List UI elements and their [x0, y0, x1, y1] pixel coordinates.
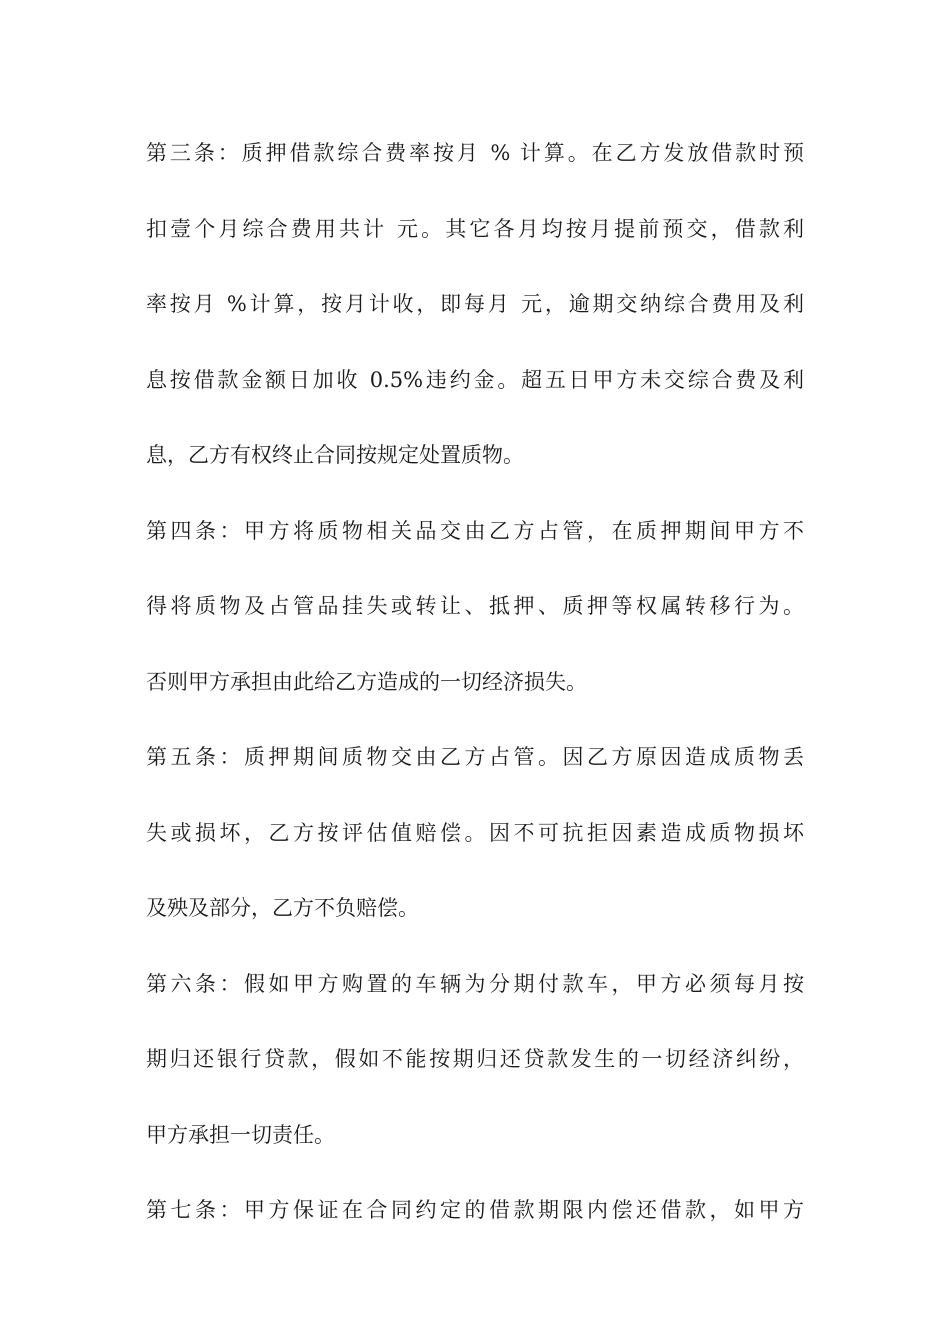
text-line: 否则甲方承担由此给乙方造成的一切经济损失。 [146, 669, 587, 694]
text-line: 第五条：质押期间质物交由乙方占管。因乙方原因造成质物丢 [146, 745, 804, 769]
text-line: 率按月 %计算，按月计收，即每月 元，逾期交纳综合费用及利 [146, 292, 804, 316]
text-line: 息，乙方有权终止合同按规定处置质物。 [146, 443, 524, 467]
text-line: 第三条：质押借款综合费率按月 % 计算。在乙方发放借款时预 [146, 141, 804, 165]
text-line: 失或损坏，乙方按评估值赔偿。因不可抗拒因素造成质物损坏 [146, 820, 804, 845]
text-line: 期归还银行贷款，假如不能按期归还贷款发生的一切经济纠纷， [146, 1047, 804, 1071]
text-line: 第六条：假如甲方购置的车辆为分期付款车，甲方必须每月按 [146, 971, 804, 996]
contract-text [146, 131, 816, 1264]
text-line: 及殃及部分，乙方不负赔偿。 [146, 896, 419, 920]
text-line: 第四条：甲方将质物相关品交由乙方占管，在质押期间甲方不 [146, 518, 804, 543]
text-line: 得将质物及占管品挂失或转让、抵押、质押等权属转移行为。 [146, 594, 804, 618]
text-line: 第七条：甲方保证在合同约定的借款期限内偿还借款，如甲方 [146, 1198, 804, 1222]
text-line: 扣壹个月综合费用共计 元。其它各月均按月提前预交，借款利 [146, 216, 804, 241]
text-line: 息按借款金额日加收 0.5%违约金。超五日甲方未交综合费及利 [146, 367, 804, 392]
text-line: 甲方承担一切责任。 [146, 1122, 335, 1147]
